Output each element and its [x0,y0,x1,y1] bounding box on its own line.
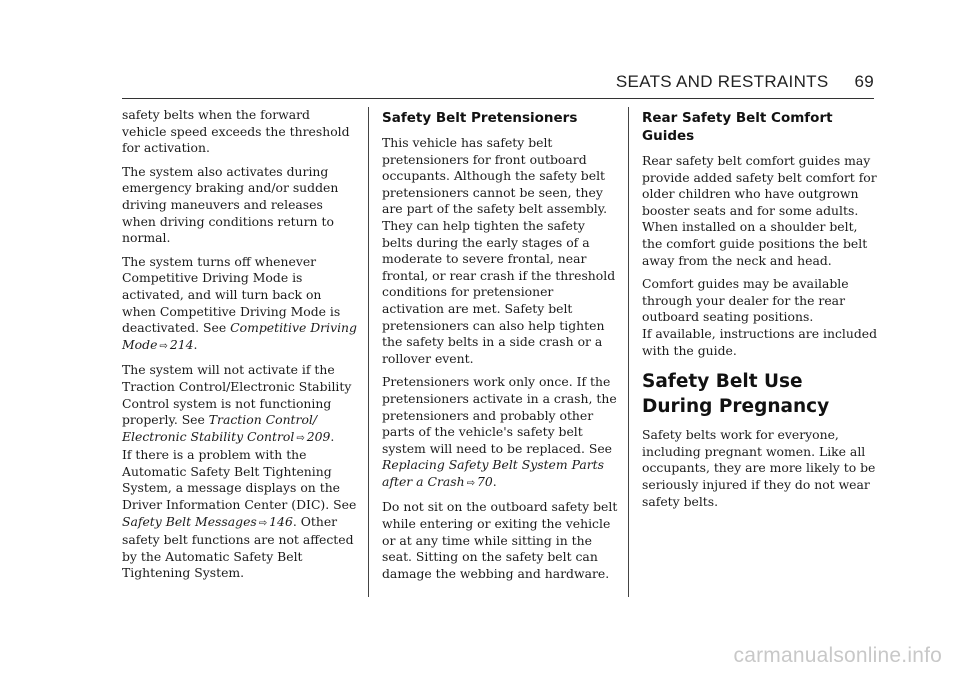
paragraph: Comfort guides may be available through your dealer for the rear outboard seating positions. [642,276,849,325]
page-number: 69 [854,72,874,91]
cross-reference-link[interactable]: Competitive Driving Mode [122,320,357,352]
paragraph-text: . [492,473,497,489]
column-2 [382,107,618,589]
paragraph-text: The system turns off whenever Competitive Driving Mode is activated, and will turn back on when Competitive Driving Mode is deactivated. See [122,253,341,336]
paragraph [122,254,358,356]
paragraph: Do not sit on the outboard safety belt while entering or exiting the vehicle or at any time while sitting in the seat. Sitting on the safety belt can damage the webbing and hardware. [382,499,618,581]
page-header [616,72,874,92]
major-heading: Safety Belt Use During Pregnancy [642,371,830,418]
column-divider [628,107,629,597]
cross-reference-page[interactable]: 209 [306,428,331,444]
header-rule [122,98,874,99]
cross-reference-page[interactable]: 214 [169,336,194,352]
column-divider [368,107,369,597]
paragraph: Safety belts work for everyone, including pregnant women. Like all occupants, they are more likely to be seriously injured if they do not wear safety belts. [642,427,876,509]
cross-reference-link[interactable]: Traction Control/ Electronic Stability Control [122,412,318,444]
cross-reference-page[interactable]: 146 [269,513,293,529]
paragraph [122,362,358,447]
section-heading: Safety Belt Pretensioners [382,110,578,126]
cross-reference-link[interactable]: Safety Belt Messages [122,513,257,529]
paragraph-text: If there is a problem with the Automatic Safety Belt Tightening System, a message displays on the Driver Information Center (DIC). See [122,447,357,513]
paragraph-text: . [330,428,335,444]
paragraph: Rear safety belt comfort guides may provide added safety belt comfort for older children who have outgrown booster seats and for some adults. When installed on a shoulder belt, the comfort guide positions the belt away from the neck and head. [642,153,877,268]
paragraph: safety belts when the forward vehicle speed exceeds the threshold for activation. [122,107,350,156]
paragraph: The system also activates during emergency braking and/or sudden driving maneuvers and releases when driving conditions return to normal. [122,163,339,246]
watermark: carmanualsonline.info [733,644,942,667]
section-heading: Rear Safety Belt Comfort Guides [642,110,833,144]
cross-reference-link[interactable]: Replacing Safety Belt System Parts after a Crash [382,457,605,489]
paragraph-text: The system will not activate if the Traction Control/Electronic Stability Control system is not functioning properly. See [122,362,352,428]
paragraph: This vehicle has safety belt pretensioners for front outboard occupants. Although the safety belt pretensioners cannot be seen, they are part of the safety belt assembly. They can help tighten the safety belts during the early stages of a moderate to severe frontal, near frontal, or rear crash if the threshold conditions for pretensioner activation are met. Safety belt pretensioners can also help tighten the safety belts in a side crash or a rollover event. [382,135,616,366]
page-ref-arrow-icon: ⇨ [159,340,168,352]
paragraph-text: Pretensioners work only once. If the pretensioners activate in a crash, the pretensioners and probably other parts of the vehicle's safety belt system will need to be replaced. See [382,374,617,456]
column-3 [642,107,878,517]
paragraph [122,447,358,582]
page-ref-arrow-icon: ⇨ [466,477,475,489]
page-ref-arrow-icon: ⇨ [296,432,305,444]
paragraph [382,374,618,492]
column-1 [122,107,358,589]
paragraph-text: . Other safety belt functions are not affected by the Automatic Safety Belt Tightening System. [122,513,354,581]
paragraph-text: . [193,336,198,352]
page-ref-arrow-icon: ⇨ [258,517,268,529]
section-title: SEATS AND RESTRAINTS [615,72,829,91]
cross-reference-page[interactable]: 70 [477,473,493,489]
paragraph: If available, instructions are included with the guide. [642,325,878,358]
